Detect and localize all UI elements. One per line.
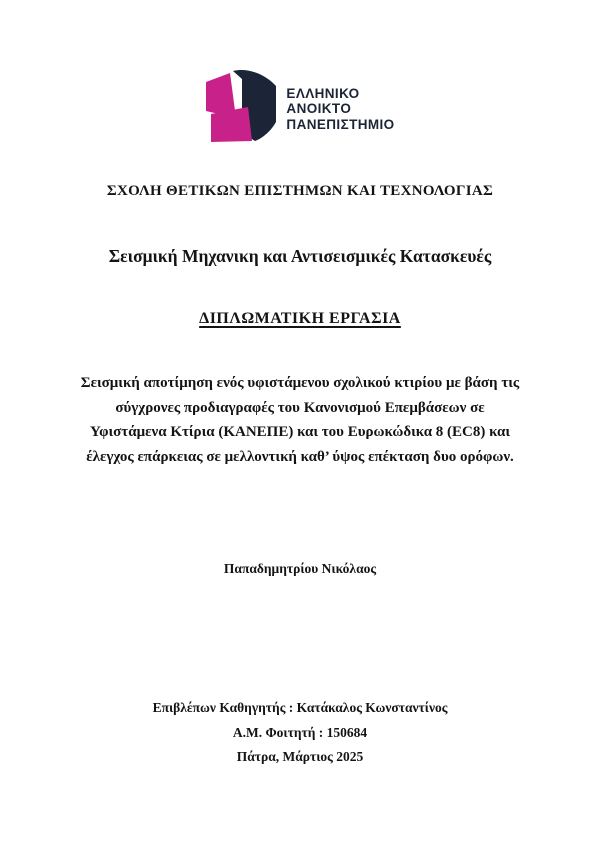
university-name — [286, 86, 394, 133]
document-type-heading — [0, 310, 600, 328]
university-name-line-1: ΕΛΛΗΝΙΚΟ — [286, 85, 360, 101]
thesis-title-line-4: έλεγχος επάρκειας σε μελλοντική καθ’ ύψος επέκταση δυο ορόφων. — [86, 448, 514, 465]
thesis-title-line-1: Σεισμική αποτίμηση ενός υφιστάμενου σχολικού κτιρίου με βάση τις — [80, 375, 520, 391]
university-name-line-3: ΠΑΝΕΠΙΣΤΗΜΙΟ — [286, 116, 395, 132]
hou-open-book-logo-icon — [205, 70, 277, 148]
author-name: Παπαδημητρίου Νικόλαος — [223, 561, 377, 576]
supervisor-line: Επιβλέπων Καθηγητής : Κατάκαλος Κωνσταντίνος — [152, 700, 448, 715]
thesis-title-line-2: σύγχρονες προδιαγραφές του Κανονισμού Επεμβάσεων σε — [115, 399, 485, 416]
university-name-line-2: ΑΝΟΙΚΤΟ — [286, 101, 352, 117]
student-id-line: Α.Μ. Φοιτητή : 150684 — [232, 724, 368, 740]
school-heading: ΣΧΟΛΗ ΘΕΤΙΚΩΝ ΕΠΙΣΤΗΜΩΝ ΚΑΙ ΤΕΧΝΟΛΟΓΙΑΣ — [106, 183, 494, 199]
footer-block — [0, 696, 600, 770]
thesis-title-line-3: Υφιστάμενα Κτίρια (ΚΑΝΕΠΕ) και του Ευρωκώδικα 8 (EC8) και — [89, 424, 511, 440]
program-heading: Σεισμική Μηχανικη και Αντισεισμικές Κατασκευές — [108, 246, 492, 266]
document-type-label: ΔΙΠΛΩΜΑΤΙΚΗ ΕΡΓΑΣΙΑ — [199, 310, 401, 327]
thesis-title — [50, 371, 550, 469]
university-logo — [0, 70, 600, 148]
place-date-line: Πάτρα, Μάρτιος 2025 — [236, 749, 364, 764]
